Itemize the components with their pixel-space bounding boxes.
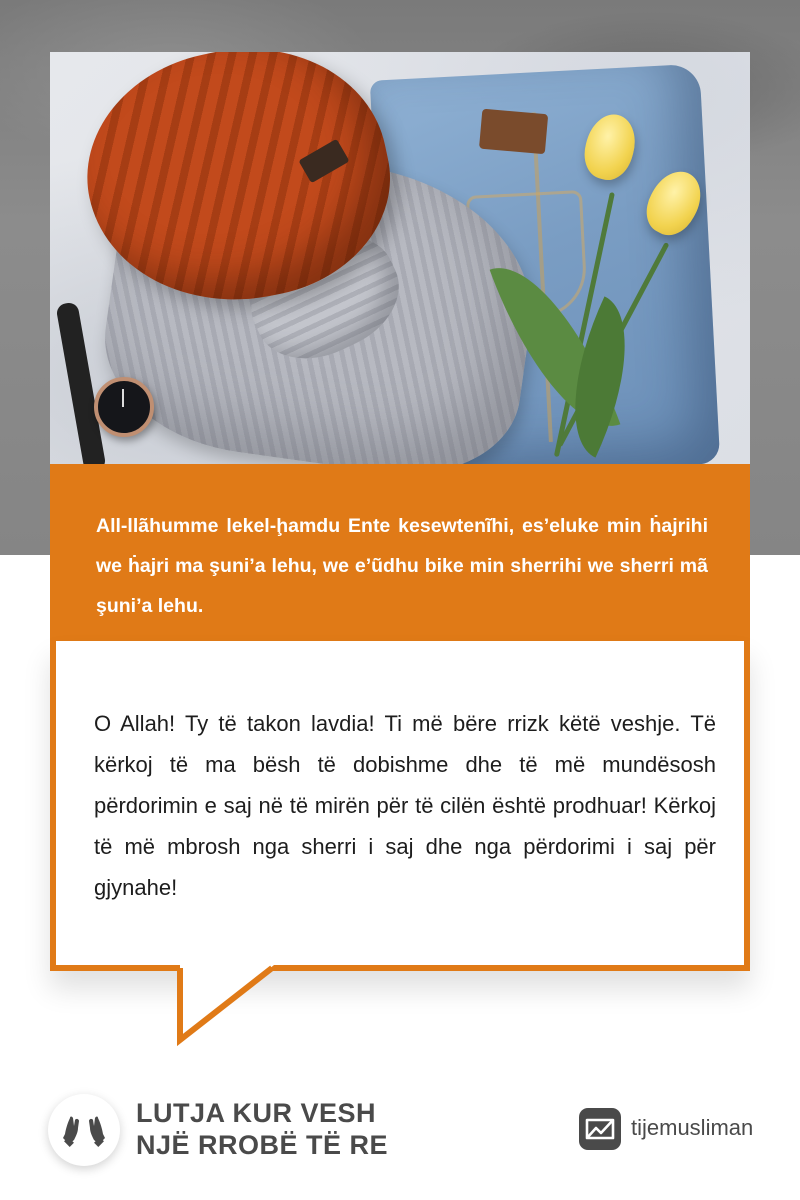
dua-translation: O Allah! Ty të takon lavdia! Ti më bëre rrizk këtë veshje. Të kërkoj të ma bësh të dobishme dhe të më mundësosh përdorimin e saj në të mirën për të cilën është prodhuar! Kërkoj të më mbrosh nga sherri i saj dhe nga përdorimi i saj për gjynahe! <box>94 711 716 900</box>
page-title <box>136 1097 388 1161</box>
arabic-dua-banner <box>50 464 750 644</box>
arabic-transliteration: All-llãhumme lekel-ḩamdu Ente kesewtenĩhi, es’eluke min ḣajrihi we ḣajri ma şuni’a lehu, we e’ũdhu bike min sherrihi we sherri mã şuni’a lehu. <box>96 515 708 617</box>
envelope-logo-icon <box>579 1108 621 1150</box>
praying-hands-icon <box>48 1094 120 1166</box>
title-line-1: LUTJA KUR VESH <box>136 1098 377 1128</box>
clothes-photo <box>50 52 750 464</box>
brand-name: tijemusliman <box>631 1115 754 1140</box>
translation-speech-bubble <box>50 641 750 971</box>
title-line-2: NJË RROBË TË RE <box>136 1130 389 1160</box>
hands-badge <box>48 1094 120 1166</box>
jeans-leather-patch <box>479 109 548 155</box>
watch-icon <box>94 377 154 437</box>
